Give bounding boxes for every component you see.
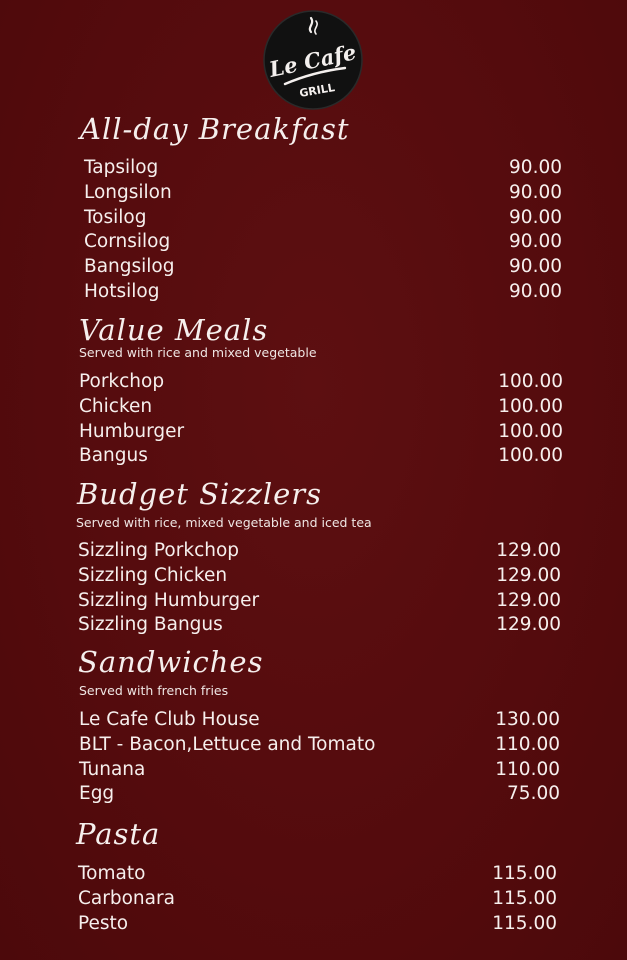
menu-item — [79, 370, 563, 395]
menu-list-pasta — [78, 862, 557, 936]
menu-item — [79, 708, 560, 733]
le-cafe-grill-logo — [263, 10, 363, 110]
menu-item — [84, 255, 562, 280]
menu-item-price: 100.00 — [498, 371, 563, 392]
menu-list-sandwiches — [79, 708, 560, 807]
menu-item — [78, 564, 561, 589]
menu-item-price: 75.00 — [507, 783, 560, 805]
menu-item-price: 129.00 — [496, 540, 561, 561]
menu-list-budget-sizzlers — [78, 539, 561, 638]
menu-item — [84, 230, 562, 255]
menu-item-price: 130.00 — [495, 709, 560, 730]
menu-item-price: 100.00 — [498, 395, 563, 417]
logo-wordmark: Le Cafe — [266, 39, 359, 82]
menu-item — [78, 613, 561, 638]
logo-graphic — [263, 10, 363, 110]
menu-item-name: Bangus — [79, 445, 148, 467]
section-title-breakfast: All-day Breakfast — [80, 112, 350, 146]
menu-item-name: Longsilon — [84, 181, 172, 203]
menu-item-price: 115.00 — [492, 887, 557, 909]
section-title-budget-sizzlers: Budget Sizzlers — [77, 477, 323, 511]
menu-item — [79, 782, 560, 807]
menu-item-price: 90.00 — [509, 280, 562, 302]
menu-item-name: Sizzling Humburger — [78, 589, 260, 611]
logo-subtext: GRILL — [298, 80, 336, 100]
menu-item-name: Carbonara — [78, 887, 175, 909]
menu-item — [78, 887, 557, 912]
menu-item — [78, 862, 557, 887]
menu-item — [79, 420, 563, 445]
menu-item-price: 129.00 — [496, 564, 561, 586]
menu-item-name: Tosilog — [84, 206, 147, 228]
menu-item-price: 129.00 — [496, 589, 561, 611]
menu-item-price: 129.00 — [496, 614, 561, 636]
menu-item-name: Tomato — [78, 863, 146, 884]
menu-item-price: 90.00 — [509, 231, 562, 253]
menu-item-price: 90.00 — [509, 256, 562, 278]
menu-item — [84, 156, 562, 181]
menu-item-name: Bangsilog — [84, 256, 175, 278]
menu-list-breakfast — [84, 156, 562, 305]
section-subtitle-budget-sizzlers: Served with rice, mixed vegetable and iced tea — [76, 515, 372, 530]
menu-item — [79, 395, 563, 420]
section-title-pasta: Pasta — [76, 817, 161, 851]
menu-item-name: Pesto — [78, 912, 129, 934]
menu-item-name: Tapsilog — [84, 157, 159, 178]
menu-item — [84, 280, 562, 305]
menu-item — [79, 758, 560, 783]
section-title-value-meals: Value Meals — [79, 313, 269, 347]
menu-item-name: Cornsilog — [84, 231, 171, 253]
menu-item-price: 110.00 — [495, 733, 560, 755]
menu-item-name: Le Cafe Club House — [79, 709, 260, 730]
menu-item-price: 110.00 — [495, 758, 560, 780]
section-subtitle-sandwiches: Served with french fries — [79, 683, 229, 698]
menu-item-name: Hotsilog — [84, 280, 160, 302]
menu-item — [78, 589, 561, 614]
menu-item-price: 90.00 — [509, 206, 562, 228]
menu-item — [84, 206, 562, 231]
menu-item-name: Chicken — [79, 395, 153, 417]
menu-item-name: Sizzling Bangus — [78, 614, 223, 636]
menu-item-name: Sizzling Porkchop — [78, 540, 240, 561]
menu-list-value-meals — [79, 370, 563, 469]
menu-item — [78, 912, 557, 937]
menu-item-name: Porkchop — [79, 371, 165, 392]
section-title-sandwiches: Sandwiches — [78, 645, 264, 679]
menu-item-price: 90.00 — [509, 157, 562, 178]
section-subtitle-value-meals: Served with rice and mixed vegetable — [79, 345, 317, 360]
menu-item — [78, 539, 561, 564]
menu-item-name: Sizzling Chicken — [78, 564, 228, 586]
menu-item-name: Tunana — [79, 758, 146, 780]
menu-item-price: 100.00 — [498, 445, 563, 467]
menu-item — [84, 181, 562, 206]
menu-item-price: 90.00 — [509, 181, 562, 203]
menu-item-name: BLT - Bacon,Lettuce and Tomato — [79, 733, 376, 755]
menu-item-price: 115.00 — [492, 863, 557, 884]
menu-item-name: Humburger — [79, 420, 185, 442]
menu-item-name: Egg — [79, 783, 115, 805]
menu-item — [79, 444, 563, 469]
menu-item — [79, 733, 560, 758]
menu-item-price: 115.00 — [492, 912, 557, 934]
menu-item-price: 100.00 — [498, 420, 563, 442]
